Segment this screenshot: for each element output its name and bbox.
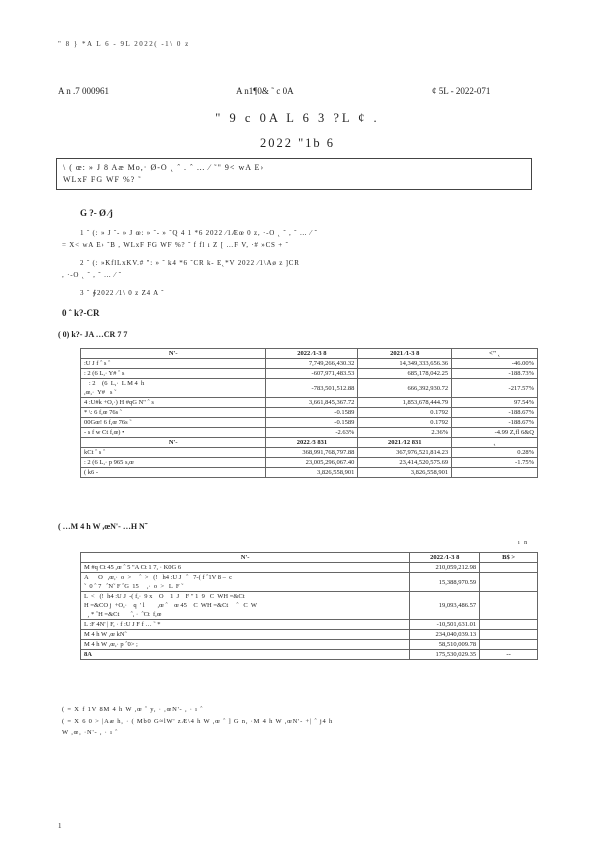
unit-label: ı n	[518, 540, 528, 546]
table-row	[81, 408, 538, 418]
table-cell: 175,530,029.35	[410, 650, 480, 660]
table-row	[81, 379, 538, 398]
table-cell: N'-	[81, 438, 266, 448]
table-cell: ˛	[452, 438, 538, 448]
table-cell: 23,005,296,067.40	[266, 458, 358, 468]
table-cell: : 2 (6 L,· L M 4 h ,œ,· Y# s ˜	[81, 379, 266, 398]
table-cell: :U J f ˆ s ˆ	[81, 359, 266, 369]
table-cell: 666,392,930.72	[358, 379, 452, 398]
table-cell: 0.28%	[452, 448, 538, 458]
page-header: " 8 } *A L 6 - 9L 2022( -1\ 0 z	[58, 40, 190, 48]
table-row	[81, 630, 538, 640]
table-cell	[480, 640, 538, 650]
table-row	[81, 428, 538, 438]
table-cell: L :F 4N' | F, · f :U J F f … ˜ *	[81, 620, 410, 630]
notice-box	[56, 158, 532, 190]
table-note: W ,œ, ·N'- , · ı ˆ	[62, 729, 119, 736]
table-row	[81, 369, 538, 379]
table-cell: 2022 ⁄1-3 8	[410, 553, 480, 563]
document-title: " 9 c 0A L 6 3 ?L ¢ .	[215, 111, 380, 125]
table-cell: 2021 ⁄1-3 8	[358, 349, 452, 359]
table-header-row	[81, 553, 538, 563]
table-cell: 97.54%	[452, 398, 538, 408]
table-cell: kCt ˆ s ˆ	[81, 448, 266, 458]
table-cell: 2.36%	[358, 428, 452, 438]
stock-abbr: A n1¶0& ˜ c 0A	[236, 86, 294, 96]
table-cell: 210,059,212.98	[410, 563, 480, 573]
table-cell: 0.1792	[358, 408, 452, 418]
table-cell: 368,991,768,797.88	[266, 448, 358, 458]
table-cell: 0.1792	[358, 418, 452, 428]
table-cell: -0.1589	[266, 408, 358, 418]
table-note: ( = X 6 0 > |Aæ h, · ( Mb0 G≈lW' zÆ\4 h W ,œ ˆ ] G n, ·M 4 h W ,œN'- +| ˆ j4 h	[62, 718, 333, 725]
table-cell: 367,976,521,814.23	[358, 448, 452, 458]
notice-line: \ ( œ: » J 8 Aæ Mo,· Ø-O ˛ ˆ . ˆ … ⁄ ˜" 9< wA E›	[63, 163, 265, 172]
table-header-row	[81, 349, 538, 359]
table-cell	[480, 630, 538, 640]
table-row	[81, 640, 538, 650]
paragraph: 1 ˆ (: » J ˆ- » J œ: » ˆ- » ˆQ 4 1 *6 2022 ⁄1Æœ 0 z, ·-O ˛ ˆ , ˆ … ⁄ ˜	[80, 229, 318, 237]
table-cell: M 4 h W ,œ kN˜	[81, 630, 410, 640]
table-cell: A O ,œ,· o > ˆ > (! h4 :U J ˆ 7-( f ˆ1V 8 – c ˜ 0 ˆ 7 ˆN˜ F ˆG 15 ,· o > L F ˜	[81, 573, 410, 592]
paragraph: 2 ˆ (: »KflLxKV.# ": » ˆ k4 *6 ˆCR k- E˛*V 2022 ⁄1\Aø z ]CR	[80, 259, 300, 267]
page-number: 1	[58, 822, 62, 830]
table-cell: 3,826,558,901	[358, 468, 452, 478]
table-cell: ( k6 -	[81, 468, 266, 478]
table-row	[81, 398, 538, 408]
section-important-notice: G ?- Ø ⁄j	[80, 208, 113, 218]
table-cell: -46.00%	[452, 359, 538, 369]
table-cell: 2022 ⁄3 831	[266, 438, 358, 448]
table-cell: -217.57%	[452, 379, 538, 398]
table2-caption: ( …M 4 h W ,œN'- …H N˜	[58, 522, 148, 531]
table-cell: -188.67%	[452, 408, 538, 418]
table-cell: 685,178,042.25	[358, 369, 452, 379]
table-cell: 7,749,266,430.32	[266, 359, 358, 369]
table-cell: -607,971,483.53	[266, 369, 358, 379]
table-cell	[480, 620, 538, 630]
table-cell: 15,388,970.59	[410, 573, 480, 592]
table-cell: 23,414,520,575.69	[358, 458, 452, 468]
main-financial-table	[80, 348, 538, 478]
table-cell: B$ >	[480, 553, 538, 563]
table-cell	[452, 468, 538, 478]
announcement-number: ¢ 5L - 2022-071	[432, 86, 491, 96]
table-header-row	[81, 438, 538, 448]
table-row	[81, 458, 538, 468]
table-cell: 14,349,333,656.36	[358, 359, 452, 369]
table-cell: M #q Ct 45 ,œ ˆ 5 "A Ct 1 7, · K0G 6	[81, 563, 410, 573]
table-row	[81, 563, 538, 573]
table-cell: 2022 ⁄1-3 8	[266, 349, 358, 359]
table-cell: -2.63%	[266, 428, 358, 438]
table-cell: -188.73%	[452, 369, 538, 379]
table-cell: L < (! h4 :U J -( f,· 9 x O 1 J F " 1 9 C WH =&Ct H =&CO j +O,· q ' l ,œ ˆ œ 45 C WH =&Ct ˆ C W ¸ * ˆH =&Ct ˆ, · ˆCt f,œ	[81, 592, 410, 620]
table-cell: : 2 (6 L,· p 965 s,œ	[81, 458, 266, 468]
non-recurring-table	[80, 552, 538, 660]
table-cell: 00Gœ! 6 f,œ 76s ˜	[81, 418, 266, 428]
document-subtitle: 2022 "1b 6	[259, 136, 336, 150]
table-cell: : 2 (6 L,· Y# ˆ s	[81, 369, 266, 379]
table-cell: -0.1589	[266, 418, 358, 428]
table-cell: - s f w Ct f,œ) •	[81, 428, 266, 438]
table-row	[81, 418, 538, 428]
table-row	[81, 468, 538, 478]
table-cell: N'-	[81, 553, 410, 563]
table-cell	[480, 592, 538, 620]
table-cell: 3,826,558,901	[266, 468, 358, 478]
table-cell: 4 :U#k +O,·) H #qG N" ˆ s	[81, 398, 266, 408]
table-cell: 19,093,486.57	[410, 592, 480, 620]
table1-caption: ( 0) k?- JA …CR 7 7	[58, 330, 128, 339]
table-cell	[480, 563, 538, 573]
table-cell: 58,510,009.78	[410, 640, 480, 650]
table-cell: --	[480, 650, 538, 660]
table-cell: -4.99 Z,fl 6&Q	[452, 428, 538, 438]
paragraph: = X< wA E› ˜B , WLxF FG WF %? ˜ f fl ı Z [ …F V, ·# »CS + ˜	[62, 241, 289, 249]
table-cell: <" ˛	[452, 349, 538, 359]
table-row	[81, 359, 538, 369]
table-row	[81, 592, 538, 620]
table-cell	[480, 573, 538, 592]
table-cell: 2021 ⁄12 831	[358, 438, 452, 448]
stock-code: A n .7 000961	[58, 86, 110, 96]
table-note: ( = X f 1V 8M 4 h W ,œ ˆ y, · ,œN'- , · ı ˆ	[62, 706, 204, 713]
paragraph: 3 ˜ ∮2022 ⁄1\ 0 z Z4 A ˜	[80, 289, 165, 297]
table-cell: -783,501,512.88	[266, 379, 358, 398]
section-financial-data: 0 ˆ k?-CR	[62, 308, 100, 318]
table-cell: * \: 6 f,œ 76s ˜	[81, 408, 266, 418]
table-cell: 234,040,039.13	[410, 630, 480, 640]
table-cell: 1,853,678,444.79	[358, 398, 452, 408]
table-cell: -188.67%	[452, 418, 538, 428]
table-row	[81, 573, 538, 592]
table-cell: 8A	[81, 650, 410, 660]
table-row	[81, 650, 538, 660]
table-cell: N'-	[81, 349, 266, 359]
notice-line: WLxF FG WF %? ˜	[63, 175, 142, 184]
table-cell: M 4 h W ,œ,· p ˆ0> ;	[81, 640, 410, 650]
table-cell: 3,661,845,367.72	[266, 398, 358, 408]
table-cell: -10,501,631.01	[410, 620, 480, 630]
table-row	[81, 620, 538, 630]
paragraph: , ·-O ˛ ˆ , ˆ … ⁄ ˜	[62, 271, 122, 279]
table-cell: -1.75%	[452, 458, 538, 468]
table-row	[81, 448, 538, 458]
